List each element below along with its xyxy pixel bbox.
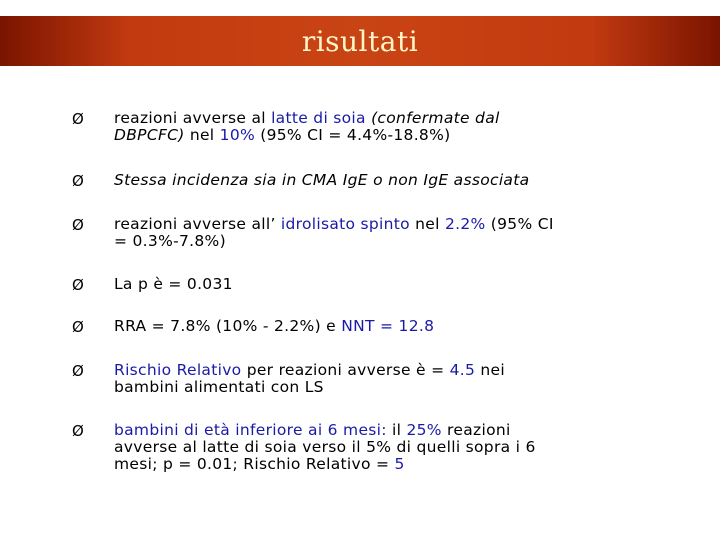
arrow-bullet-icon: Ø xyxy=(72,318,84,336)
bullet-under-6-months xyxy=(72,421,692,473)
arrow-bullet-icon: Ø xyxy=(72,110,84,128)
arrow-bullet-icon: Ø xyxy=(72,362,84,380)
bullet-p-value xyxy=(72,275,692,294)
bullet-hydrolysate-reactions xyxy=(72,215,692,250)
arrow-bullet-icon: Ø xyxy=(72,172,84,190)
bullet-rra-nnt xyxy=(72,317,692,336)
slide-title: risultati xyxy=(301,24,419,58)
arrow-bullet-icon: Ø xyxy=(72,422,84,440)
bullet-text: La p è = 0.031 xyxy=(114,275,233,293)
bullet-text: Rischio Relativo per reazioni avverse è = 4.5 nei bambini alimentati con LS xyxy=(114,361,505,396)
arrow-bullet-icon: Ø xyxy=(72,216,84,234)
bullet-text: Stessa incidenza sia in CMA IgE o non IgE associata xyxy=(114,171,530,189)
bullet-text: bambini di età inferiore ai 6 mesi: il 25% reazioni avverse al latte di soia verso il 5% di quelli sopra i 6 mesi; p = 0.01; Rischio Relativo = 5 xyxy=(114,421,536,473)
bullet-text: reazioni avverse all’ idrolisato spinto nel 2.2% (95% CI = 0.3%-7.8%) xyxy=(114,215,554,250)
title-bar xyxy=(0,16,720,66)
bullet-relative-risk xyxy=(72,361,692,396)
bullet-text: RRA = 7.8% (10% - 2.2%) e NNT = 12.8 xyxy=(114,317,435,335)
arrow-bullet-icon: Ø xyxy=(72,276,84,294)
bullet-text: reazioni avverse al latte di soia (confermate dal DBPCFC) nel 10% (95% CI = 4.4%-18.8%) xyxy=(114,109,500,144)
bullet-soy-reactions xyxy=(72,109,692,144)
bullet-same-incidence xyxy=(72,171,692,190)
